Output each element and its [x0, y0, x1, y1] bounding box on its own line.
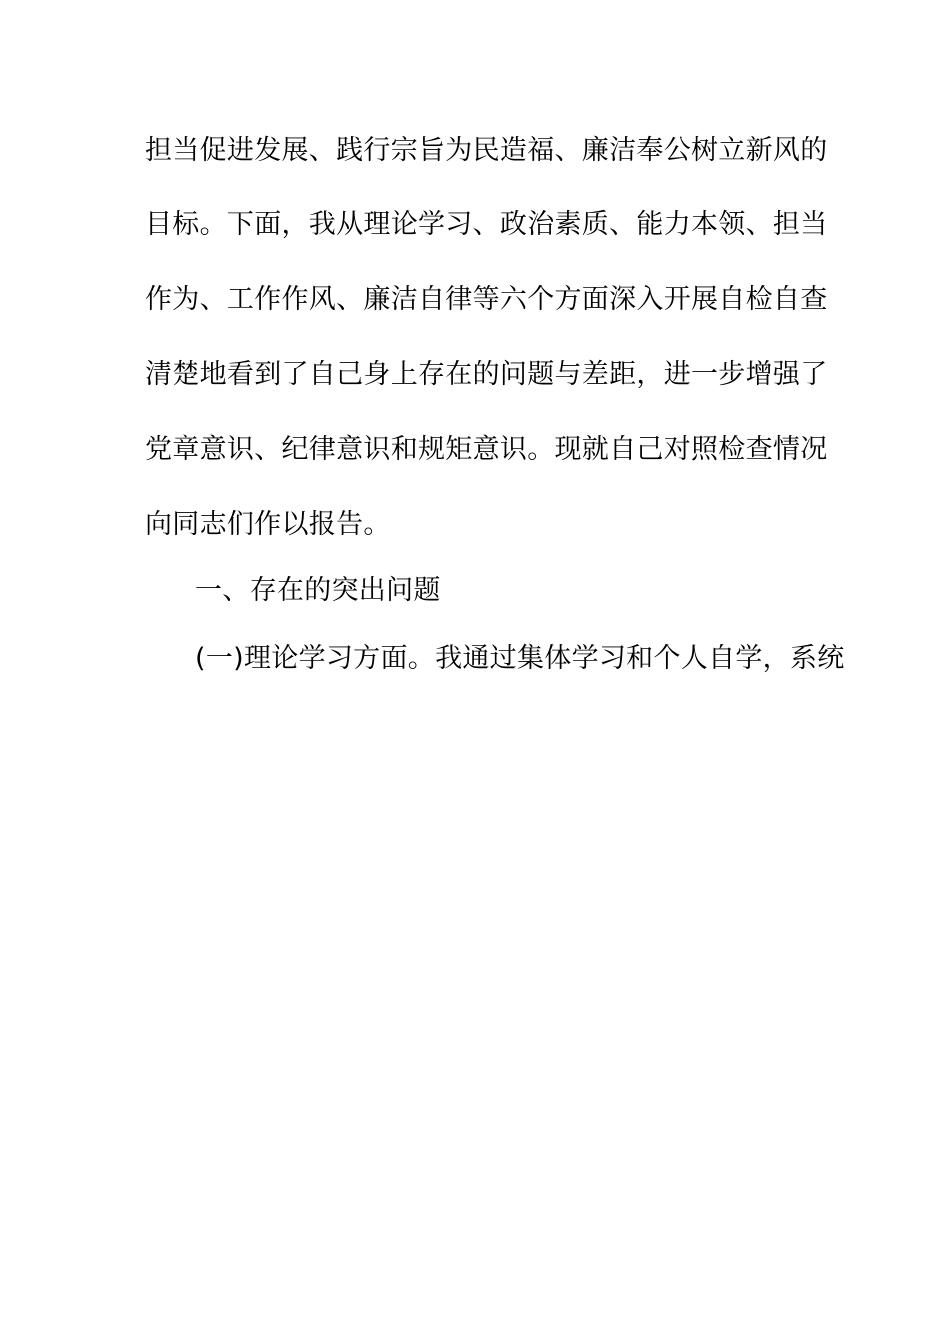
subsection-paragraph-start: (一)理论学习方面。我通过集体学习和个人自学，系统: [195, 643, 845, 674]
section-heading: 一、存在的突出问题: [195, 575, 441, 606]
body-text-line: 担当促进发展、践行宗旨为民造福、廉洁奉公树立新风的: [145, 135, 828, 166]
body-text-line: 清楚地看到了自己身上存在的问题与差距，进一步增强了: [145, 359, 828, 390]
body-text-line: 党章意识、纪律意识和规矩意识。现就自己对照检查情况: [145, 434, 828, 465]
body-text-line: 目标。下面，我从理论学习、政治素质、能力本领、担当: [145, 209, 828, 240]
body-text-line: 作为、工作作风、廉洁自律等六个方面深入开展自检自查: [145, 284, 828, 315]
body-text-line: 向同志们作以报告。: [145, 509, 391, 540]
